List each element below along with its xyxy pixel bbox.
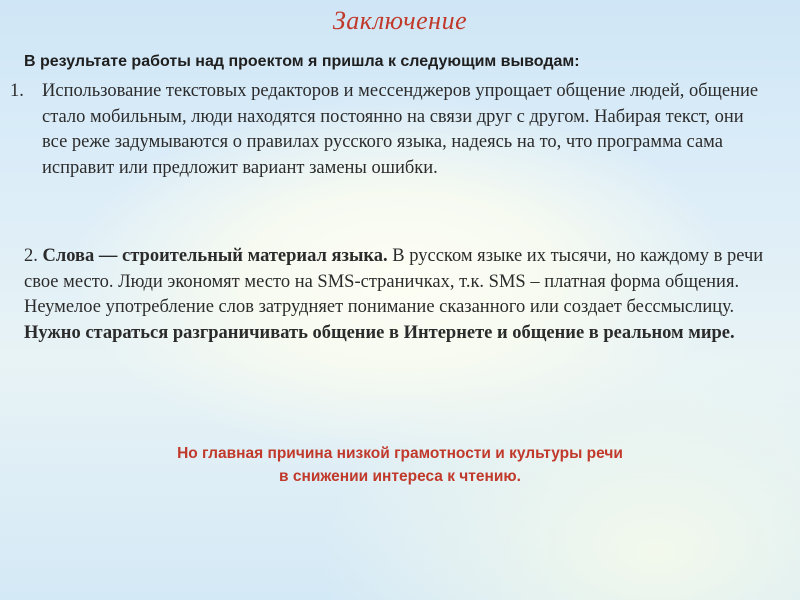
intro-heading: В результате работы над проектом я пришла к следующим выводам: [24, 53, 580, 70]
item-text-continued: Неумелое употребление слов затрудняет понимание сказанного или создает бессмыслицу. [24, 297, 735, 317]
final-conclusion [0, 442, 800, 488]
item-number: 1. [10, 81, 24, 101]
item-text: В русском языке их тысячи, но каждому в речи свое место. Люди экономят место на SMS-страничках, т.к. SMS – платная форма общения. [24, 246, 764, 292]
item-number: 2. [24, 246, 43, 266]
item-bold-lead: Слова — строительный материал языка. [42, 246, 388, 266]
conclusion-item-2 [24, 244, 784, 346]
slide-title: Заключение [332, 6, 468, 35]
item-text: Использование текстовых редакторов и мессенджеров упрощает общение людей, общение стало мобильным, люди находятся постоянно на связи друг с другом. Набирая текст, они все реже задумываются о правилах русского языка, надеясь на то, что программа сама исправит или предложит вариант замены ошибки. [42, 81, 759, 178]
item-bold-tail: Нужно стараться разграничивать общение в Интернете и общение в реальном мире. [24, 322, 735, 343]
conclusion-line-2: в снижении интереса к чтению. [279, 468, 521, 485]
conclusion-line-1: Но главная причина низкой грамотности и культуры речи [177, 445, 623, 462]
